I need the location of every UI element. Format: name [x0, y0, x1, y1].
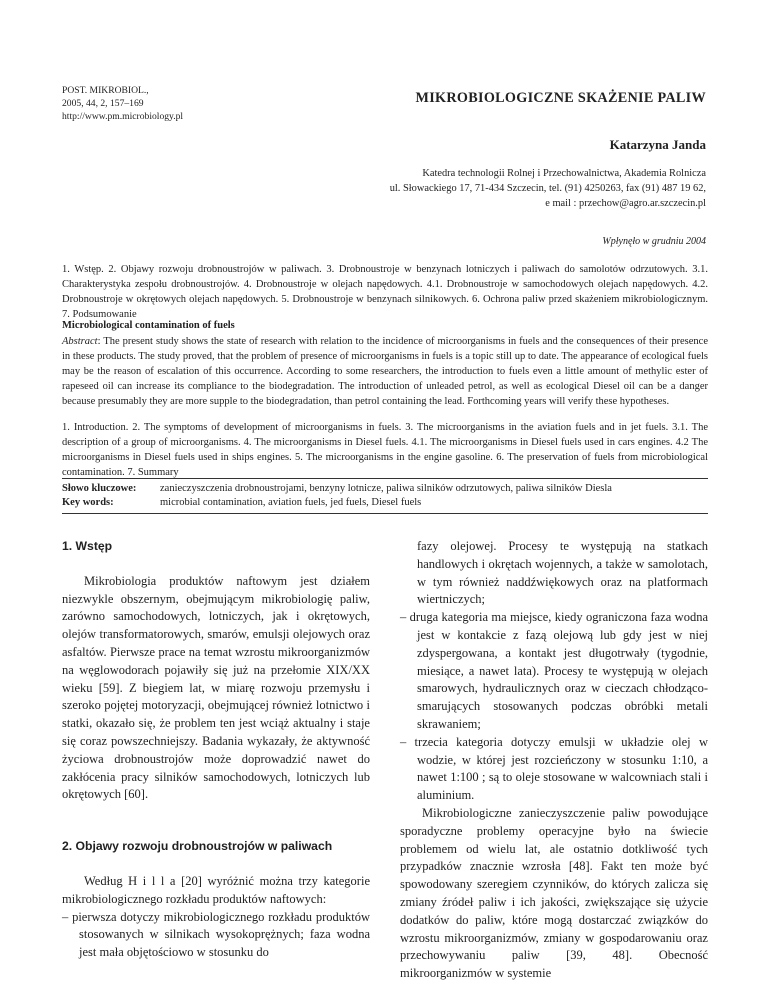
journal-url[interactable]: http://www.pm.microbiology.pl [62, 111, 184, 122]
section-1-paragraph: Mikrobiologia produktów naftowym jest działem niezwykle obszernym, obejmującym mikrobiologię paliw, zarówno samochodowych, lotniczych, jak i okrętowych, olejów transformatorowych, smarów, emulsji olejowych oraz asfaltów. Pierwsze prace na temat wzrostu mikroorganizmów na węglowodorach pojawiły się już na przełomie XIX/XX wieku [59]. Z biegiem lat, w miarę rozwoju przemysłu i szeroko pojętej motoryzacji, obejmującej również lotnictwo i statki, okazało się, że problem ten jest wciąż aktualny i staje się coraz powszechniejszy. Badania wykazały, że aktywność życiowa drobnoustrojów może doprowadzić nawet do zakłócenia pracy silników samochodowych, lotniczych lub okrętowych [60]. [62, 573, 370, 802]
cited-author: H i l l a [128, 873, 176, 888]
divider [62, 478, 708, 479]
list-item-continued: fazy olejowej. Procesy te występują na statkach handlowych i okrętach wojennych, a także w samolotach, w tym również naddźwiękowych oraz na platformach wiertniczych; [417, 539, 708, 607]
keywords-polish-value: zanieczyszczenia drobnoustrojami, benzyny lotnicze, paliwa silników odrzutowych, paliwa silników Diesla [160, 483, 612, 494]
list-item: – druga kategoria ma miejsce, kiedy ograniczona faza wodna jest w kontakcie z fazą olejową lub gdy jest w niej zdyspergowana, a kontakt jest długotrwały (tygodnie, miesiące, a nawet lata). Procesy te występują w olejach smarowych, hydraulicznych oraz w cieczach chłodząco-smarujących stosowanych podczas obróbki metali skrawaniem; [400, 610, 708, 731]
abstract-label: Abstract [62, 336, 98, 347]
right-column [400, 538, 708, 983]
affiliation [146, 166, 706, 211]
keywords-polish [62, 482, 708, 496]
affiliation-line: ul. Słowackiego 17, 71-434 Szczecin, tel. (91) 4250263, fax (91) 487 19 62, [389, 183, 706, 194]
abstract-text: : The present study shows the state of research with relation to the incidence of microorganisms in fuels and the consequences of their presence in these products. The study proved, that the problem of presence of microorganisms in fuels is a topic still up to date. The appearance of ecological fuels may be the reason of escalation of this occurrence. According to some researchers, the introduction to fuels even a little amount of methylic ester of rapeseed oil can increase its compliance to the biodegradation. The introduction of unleaded petrol, as well as ecological Diesel oil can be a danger because presumably they are more supple to the biodegradation, than petrol containing the lead. Forthcoming years will verify these hypotheses. [62, 336, 708, 407]
english-title: Microbiological contamination of fuels [62, 320, 235, 331]
article-title: MIKROBIOLOGICZNE SKAŻENIE PALIW [415, 90, 706, 106]
intro-text: Według [84, 873, 129, 888]
divider [62, 513, 708, 514]
journal-name: POST. MIKROBIOL., [62, 85, 149, 96]
section-2-paragraph: Mikrobiologiczne zanieczyszczenie paliw powodujące sporadyczne problemy operacyjne było na świecie problemem od wielu lat, ale ostatnio dotkliwość tych przypadków znacznie wzrosła [48]. Fakt ten może być spowodowany szeregiem czynników, do których zalicza się zmiany źródeł paliw i ich jakości, zwiększające się użycie dodatków do paliw, które mogą dostarczać związków do wzrostu mikroorganizmów, zmiany w gospodarowaniu oraz przechowywaniu paliw [39, 48]. Obecność mikroorganizmów w systemie [400, 805, 708, 981]
section-heading-1: 1. Wstęp [62, 539, 113, 553]
keywords-english-value: microbial contamination, aviation fuels, jed fuels, Diesel fuels [160, 497, 422, 508]
contents-polish: 1. Wstęp. 2. Objawy rozwoju drobnoustrojów w paliwach. 3. Drobnoustroje w benzynach lotniczych i paliwach do samolotów odrzutowych. 3.1. Charakterystyka zespołu drobnoustrojów. 4. Drobnoustroje w olejach napędowych. 4.1. Drobnoustroje w samochodowych olejach napędowych. 4.2. Drobnoustroje w okrętowych olejach napędowych. 5. Drobnoustroje w benzynach silnikowych. 6. Ochrona paliw przed skażeniem mikrobiologicznym. 7. Podsumowanie [62, 264, 708, 320]
affiliation-email: e mail : przechow@agro.ar.szczecin.pl [545, 198, 706, 209]
received-date: Wpłynęło w grudniu 2004 [602, 236, 706, 247]
list-item: – trzecia kategoria dotyczy emulsji w układzie olej w wodzie, w której jest rozcieńczony w stosunku 1:10, a nawet 1:100 ; są to oleje stosowane w walcowniach stali i aluminium. [400, 734, 708, 803]
list-item: – pierwsza dotyczy mikrobiologicznego rozkładu produktów stosowanych w silnikach wysokoprężnych; faza wodna jest mała objętościowo w stosunku do [62, 909, 370, 960]
intro-text: [20] wyróżnić można trzy kategorie mikrobiologicznego rozkładu produktów naftowych: [62, 873, 370, 906]
abstract [62, 334, 708, 409]
keywords-english-label: Key words: [62, 497, 114, 508]
author-name: Katarzyna Janda [609, 137, 706, 152]
contents-english: 1. Introduction. 2. The symptoms of development of microorganisms in fuels. 3. The microorganisms in the aviation fuels and in jet fuels. 3.1. The description of a group of microorganisms. 4. The microorganisms in Diesel fuels. 4.1. The microorganisms in Diesel fuels used in cars engines. 4.2 The microorganisms in Diesel fuels used in ships engines. 5. The microorganisms in the engine gasoline. 6. The preservation of fuels from microbiological contamination. 7. Summary [62, 422, 708, 478]
keywords-english [62, 496, 708, 510]
section-heading-2: 2. Objawy rozwoju drobnoustrojów w paliwach [62, 839, 333, 854]
affiliation-line: Katedra technologii Rolnej i Przechowalnictwa, Akademia Rolnicza [422, 168, 706, 179]
left-column [62, 538, 370, 962]
journal-header [62, 84, 183, 123]
section-2-intro [62, 873, 370, 909]
keywords-polish-label: Słowo kluczowe: [62, 483, 137, 494]
journal-volume: 2005, 44, 2, 157–169 [62, 98, 144, 109]
